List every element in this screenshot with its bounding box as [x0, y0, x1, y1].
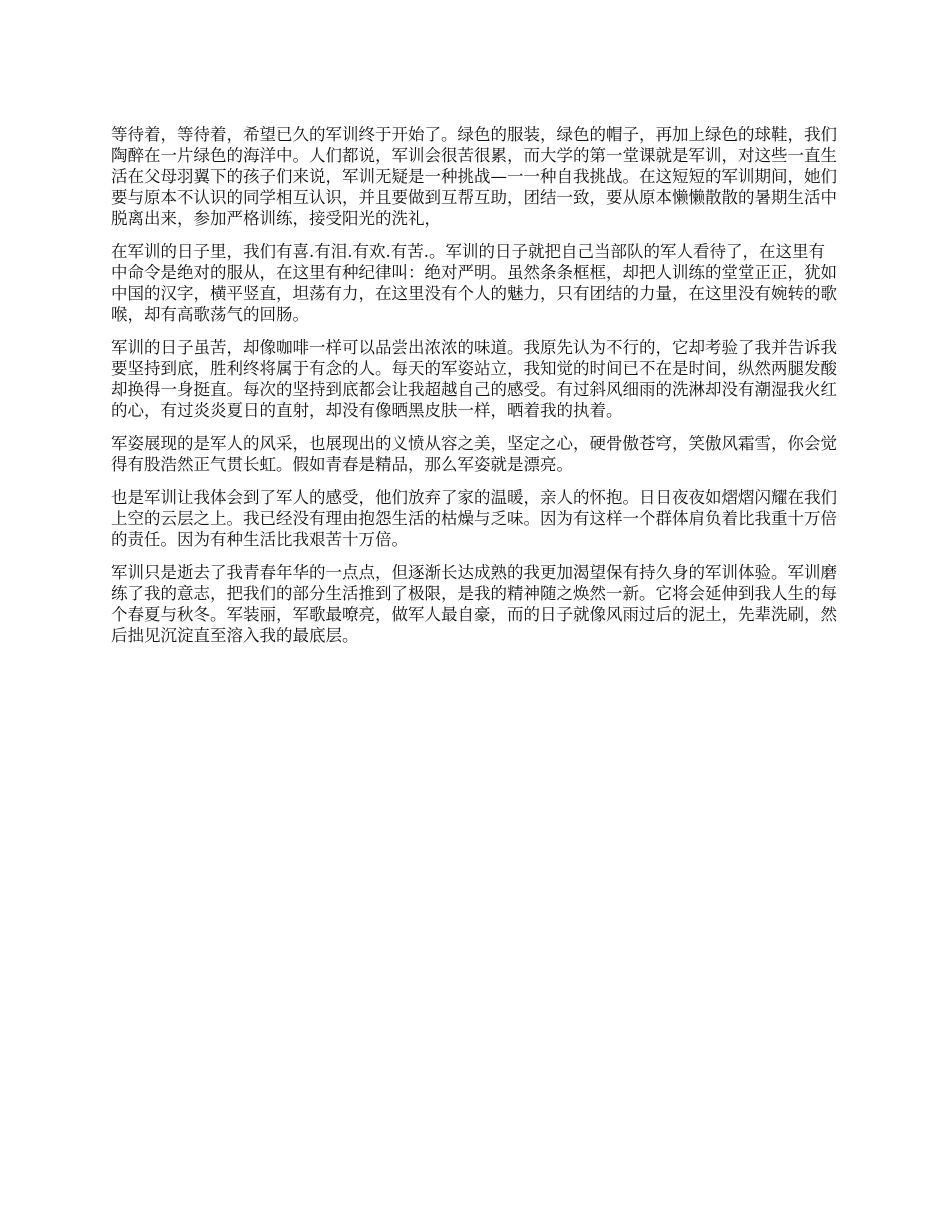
paragraph-5: 也是军训让我体会到了军人的感受，他们放弃了家的温暖，亲人的怀抱。日日夜夜如熠熠闪耀在我们上空的云层之上。我已经没有理由抱怨生活的枯燥与乏味。因为有这样一个群体肩负着比我重十万倍的责任。因为有种生活比我艰苦十万倍。 — [111, 488, 837, 549]
paragraph-6: 军训只是逝去了我青春年华的一点点，但逐渐长达成熟的我更加渴望保有持久身的军训体验。军训磨练了我的意志，把我们的部分生活推到了极限，是我的精神随之焕然一新。它将会延伸到我人生的每个春夏与秋冬。军装丽，军歌最嘹亮，做军人最自豪，而的日子就像风雨过后的泥土，先辈洗刷，然后拙见沉淀直至溶入我的最底层。 — [111, 563, 837, 645]
paragraph-2: 在军训的日子里，我们有喜.有泪.有欢.有苦.。军训的日子就把自己当部队的军人看待了，在这里有中命令是绝对的服从，在这里有种纪律叫：绝对严明。虽然条条框框，却把人训练的堂堂正正，犹如中国的汉字，横平竖直，坦荡有力，在这里没有个人的魅力，只有团结的力量，在这里没有婉转的歌喉，却有高歌荡气的回肠。 — [111, 242, 837, 324]
paragraph-1: 等待着，等待着，希望已久的军训终于开始了。绿色的服装，绿色的帽子，再加上绿色的球鞋，我们陶醉在一片绿色的海洋中。人们都说，军训会很苦很累，而大学的第一堂课就是军训，对这些一直生活在父母羽翼下的孩子们来说，军训无疑是一种挑战—一一种自我挑战。在这短短的军训期间，她们要与原本不认识的同学相互认识，并且要做到互帮互助，团结一致，要从原本懒懒散散的暑期生活中脱离出来，参加严格训练，接受阳光的洗礼， — [111, 125, 837, 228]
document-page — [111, 124, 841, 658]
paragraph-3: 军训的日子虽苦，却像咖啡一样可以品尝出浓浓的味道。我原先认为不行的，它却考验了我并告诉我要坚持到底，胜利终将属于有念的人。每天的军姿站立，我知觉的时间已不在是时间，纵然两腿发酸却换得一身挺直。每次的坚持到底都会让我超越自己的感受。有过斜风细雨的洗淋却没有潮湿我火红的心，有过炎炎夏日的直射，却没有像晒黑皮肤一样，晒着我的执着。 — [111, 338, 837, 420]
paragraph-4: 军姿展现的是军人的风采，也展现出的义愤从容之美，坚定之心，硬骨傲苍穹，笑傲风霜雪，你会觉得有股浩然正气贯长虹。假如青春是精品，那么军姿就是漂亮。 — [111, 434, 837, 474]
